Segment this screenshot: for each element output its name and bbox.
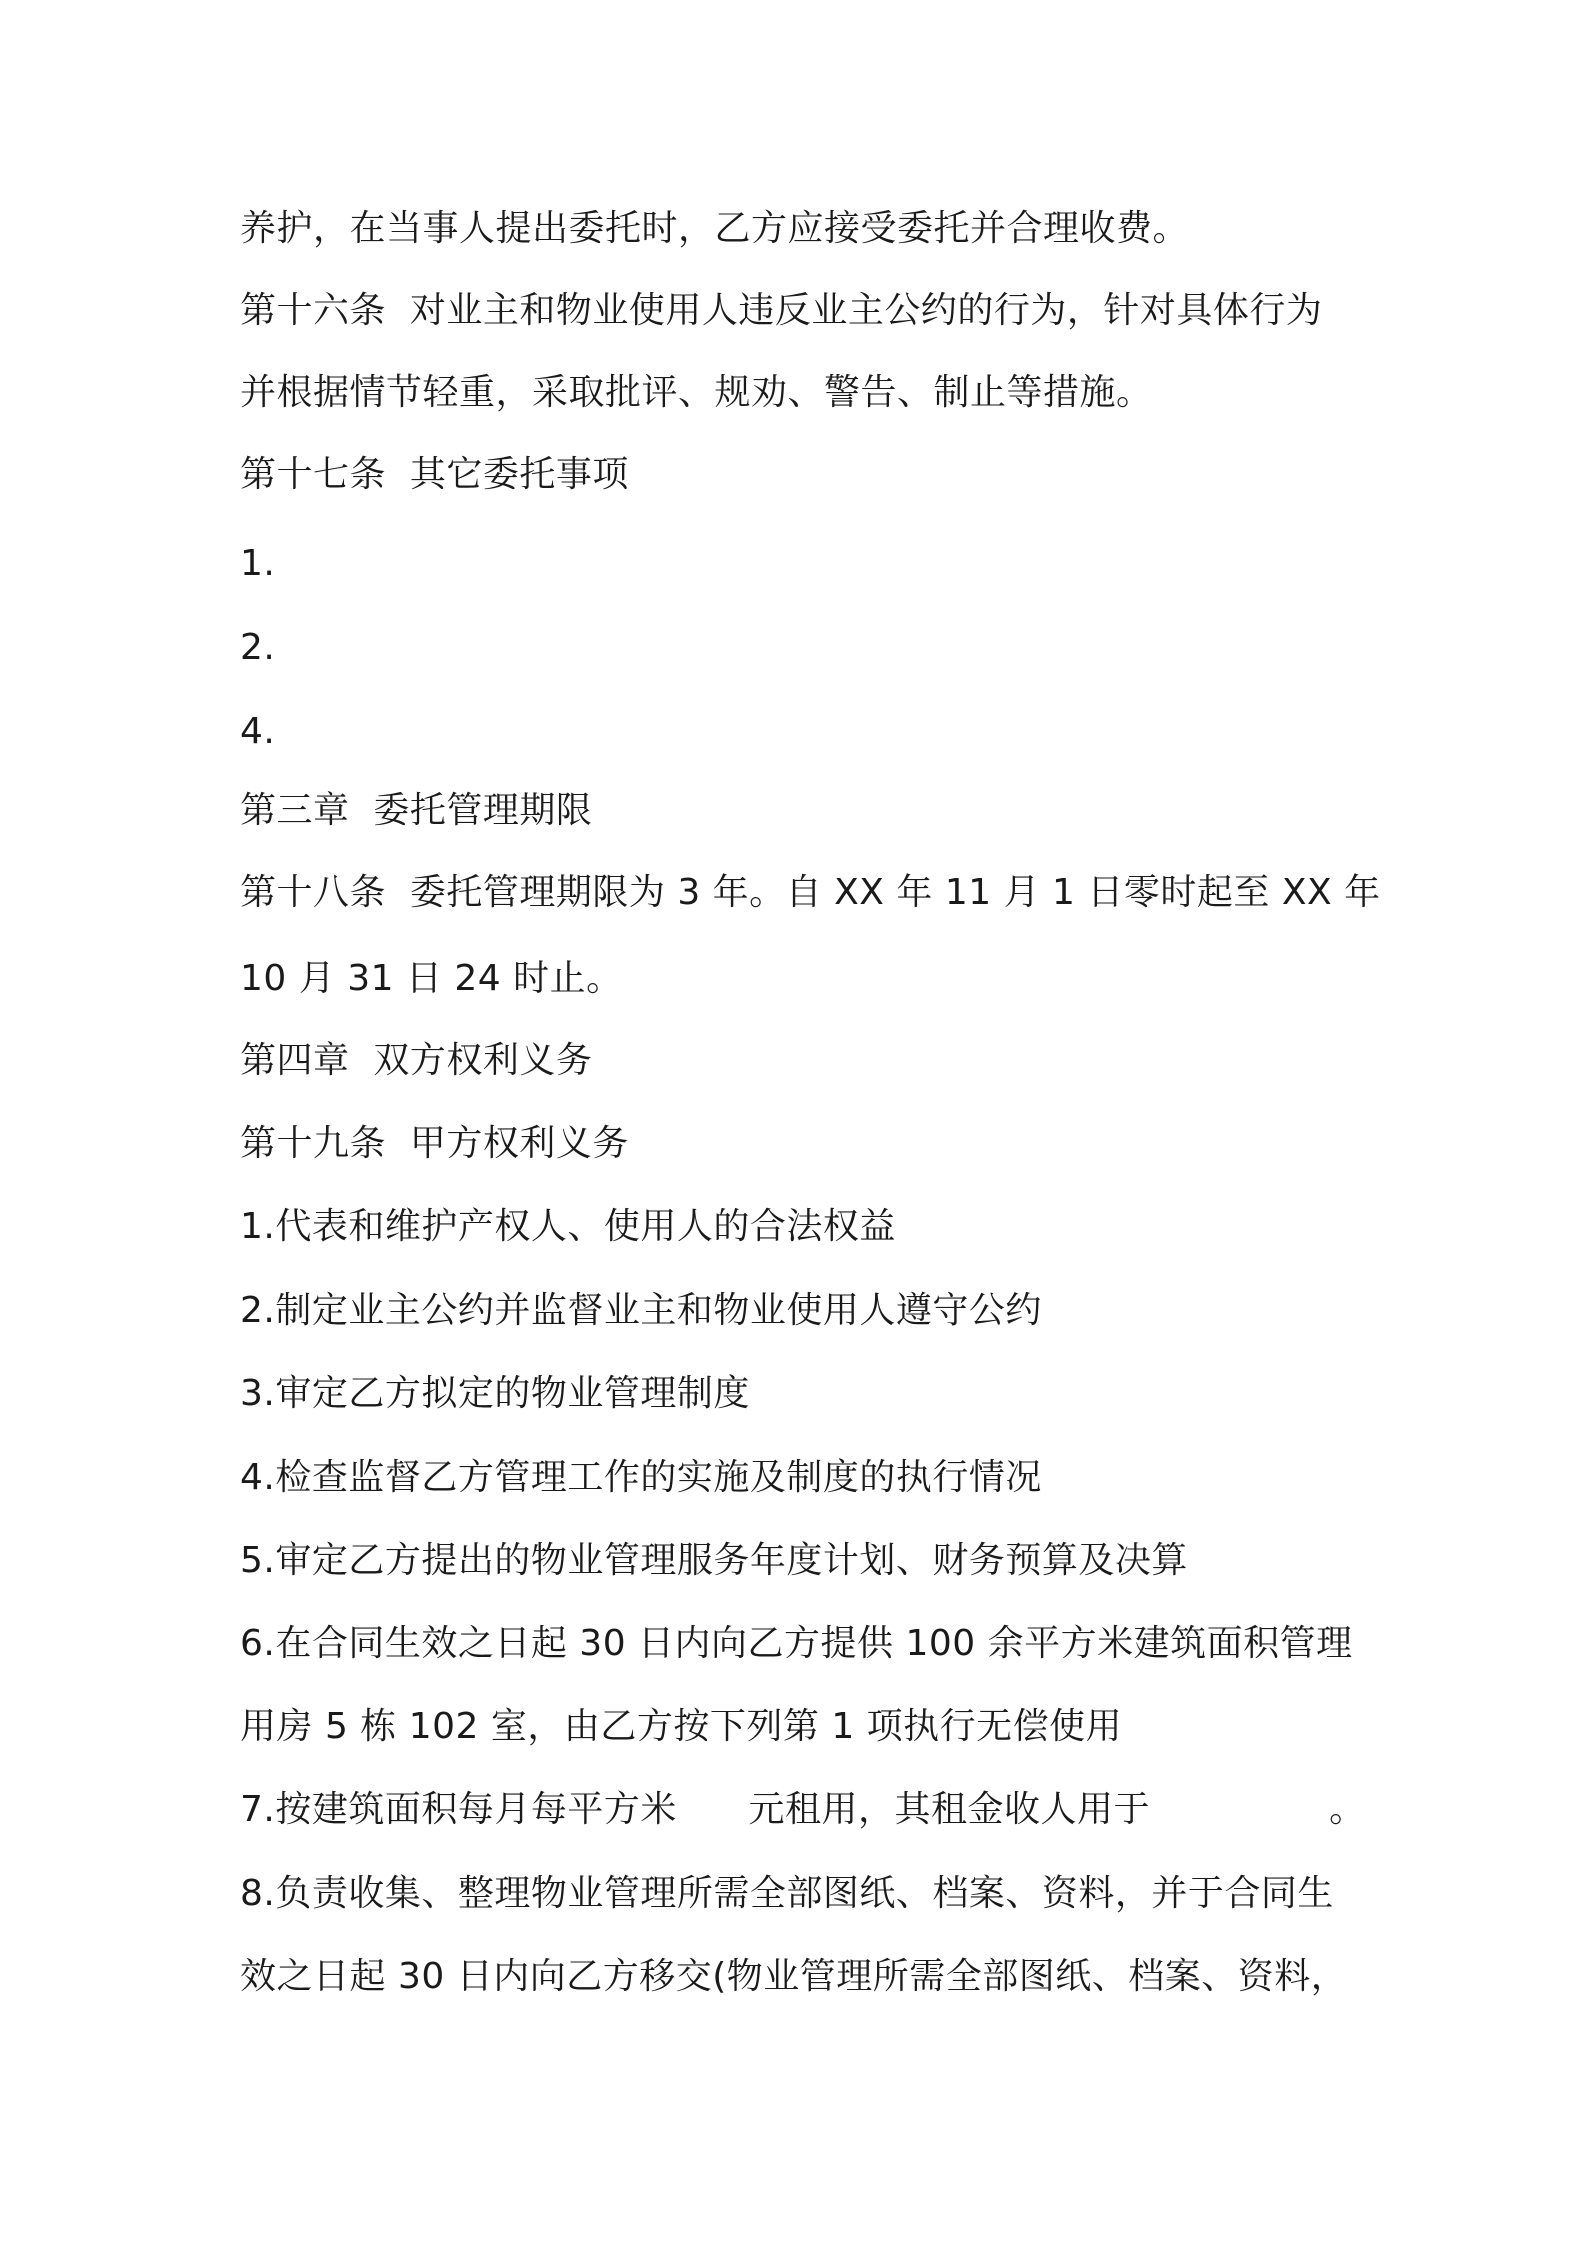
text-line: 养护，在当事人提出委托时，乙方应接受委托并合理收费。 <box>240 208 1190 249</box>
text-line: 第十八条 委托管理期限为 3 年。自 XX 年 11 月 1 日零时起至 XX 年 <box>240 872 1381 913</box>
text-line: 第四章 双方权利义务 <box>240 1040 593 1081</box>
text-line: 6.在合同生效之日起 30 日内向乙方提供 100 余平方米建筑面积管理 <box>240 1623 1353 1664</box>
text-line: 1.代表和维护产权人、使用人的合法权益 <box>240 1206 896 1247</box>
text-line: 10 月 31 日 24 时止。 <box>240 958 623 999</box>
text-line: 并根据情节轻重，采取批评、规劝、警告、制止等措施。 <box>240 372 1153 413</box>
text-line: 4.检查监督乙方管理工作的实施及制度的执行情况 <box>240 1457 1042 1498</box>
text-line: 第十七条 其它委托事项 <box>240 454 629 495</box>
text-line: 第十九条 甲方权利义务 <box>240 1123 629 1164</box>
text-line: 5.审定乙方提出的物业管理服务年度计划、财务预算及决算 <box>240 1540 1188 1581</box>
text-line: 8.负责收集、整理物业管理所需全部图纸、档案、资料，并于合同生 <box>240 1873 1334 1914</box>
text-line: 第三章 委托管理期限 <box>240 790 593 831</box>
text-line: 第十六条 对业主和物业使用人违反业主公约的行为，针对具体行为 <box>240 290 1323 331</box>
text-line: 2.制定业主公约并监督业主和物业使用人遵守公约 <box>240 1290 1042 1331</box>
text-line: 1. <box>240 543 276 584</box>
text-line: 7.按建筑面积每月每平方米 元租用，其租金收人用于 。 <box>240 1789 1366 1830</box>
text-line: 用房 5 栋 102 室，由乙方按下列第 1 项执行无偿使用 <box>240 1706 1123 1747</box>
text-line: 3.审定乙方拟定的物业管理制度 <box>240 1373 750 1414</box>
text-line: 2. <box>240 627 276 668</box>
text-line: 效之日起 30 日内向乙方移交(物业管理所需全部图纸、档案、资料， <box>240 1956 1348 1997</box>
text-line: 4. <box>240 711 276 752</box>
